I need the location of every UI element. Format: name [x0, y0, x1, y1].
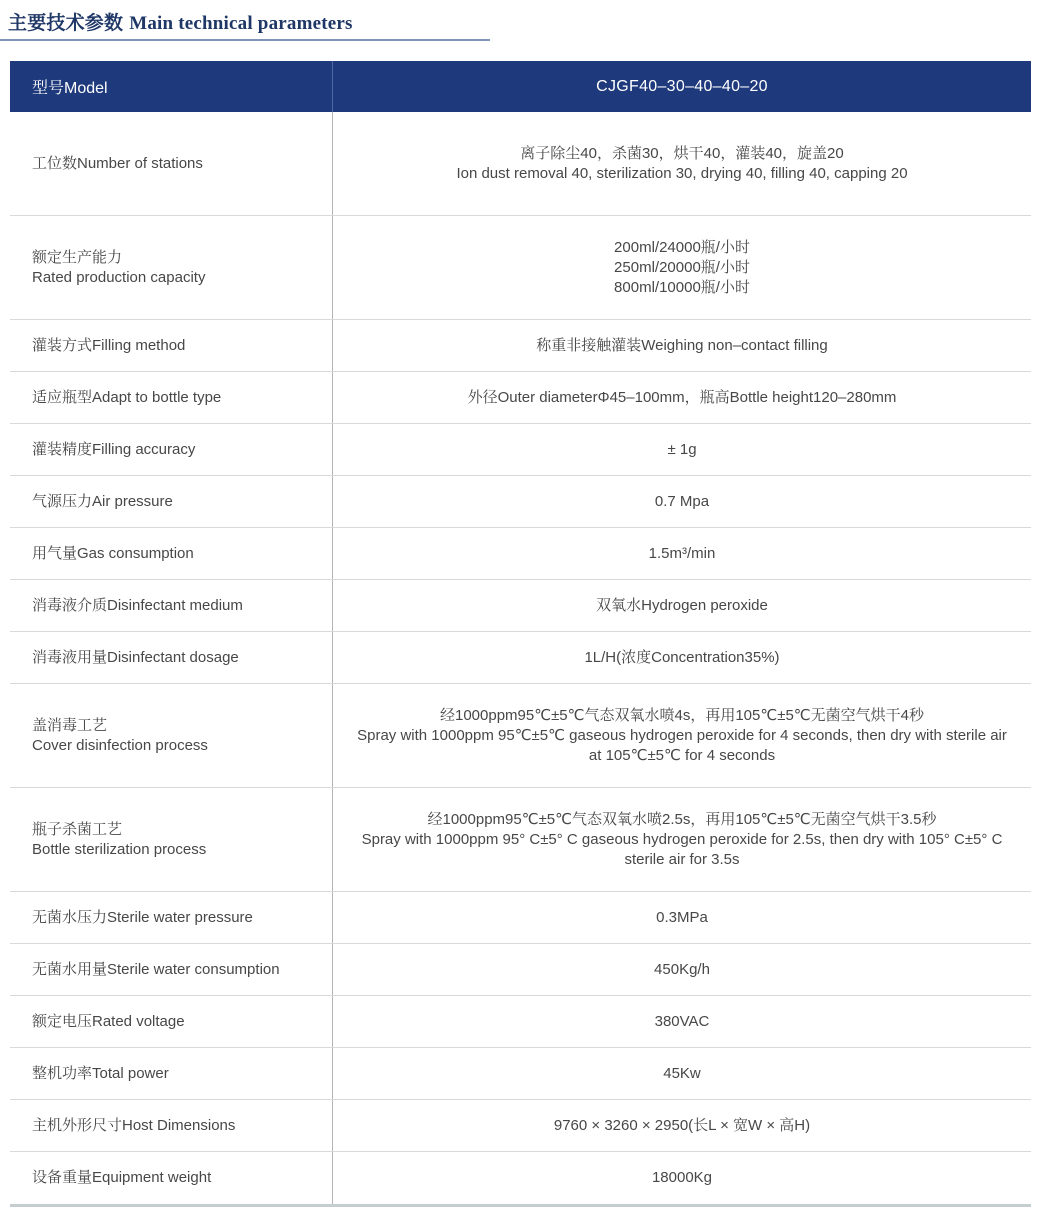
table-row [10, 424, 1031, 476]
page-title [0, 0, 490, 41]
row-value-line: 1L/H(浓度Concentration35%) [584, 648, 780, 666]
row-label [10, 944, 333, 995]
row-value-line: 45Kw [663, 1064, 701, 1082]
table-row [10, 632, 1031, 684]
row-value [333, 892, 1031, 943]
row-label [10, 476, 333, 527]
row-value [333, 632, 1031, 683]
row-label-line: 无菌水压力Sterile water pressure [32, 908, 253, 926]
row-label-line: Bottle sterilization process [32, 840, 207, 858]
row-label-line: 用气量Gas consumption [32, 544, 194, 562]
table-row [10, 996, 1031, 1048]
row-value-line: 经1000ppm95℃±5℃气态双氧水喷4s，再用105℃±5℃无菌空气烘干4秒 [440, 706, 924, 724]
row-label-line: 主机外形尺寸Host Dimensions [32, 1116, 236, 1134]
table-row [10, 476, 1031, 528]
row-value-line: 9760 × 3260 × 2950(长L × 宽W × 高H) [553, 1116, 811, 1134]
row-value-line: 称重非接触灌装Weighing non–contact filling [536, 336, 828, 354]
row-label-line: Cover disinfection process [32, 736, 208, 754]
row-label [10, 320, 333, 371]
row-label-line: 灌装精度Filling accuracy [32, 440, 196, 458]
row-label [10, 1152, 333, 1204]
row-label [10, 996, 333, 1047]
page-title-zh: 主要技术参数 [8, 13, 124, 34]
page-title-en: Main technical parameters [129, 13, 353, 34]
row-value [333, 580, 1031, 631]
row-label-line: 气源压力Air pressure [32, 492, 173, 510]
table-row [10, 216, 1031, 320]
row-value-line: Spray with 1000ppm 95° C±5° C gaseous hydrogen peroxide for 2.5s, then dry with 105° C±5° C sterile air for 3.5s [361, 830, 1003, 868]
row-label [10, 528, 333, 579]
header-model-label: 型号Model [10, 61, 333, 112]
row-value [333, 1100, 1031, 1151]
row-label [10, 788, 333, 891]
table-row [10, 892, 1031, 944]
row-label-line: 瓶子杀菌工艺 [32, 820, 123, 838]
row-value-line: 离子除尘40，杀菌30，烘干40，灌装40，旋盖20 [520, 144, 844, 162]
table-row [10, 372, 1031, 424]
row-value-line: Spray with 1000ppm 95℃±5℃ gaseous hydrogen peroxide for 4 seconds, then dry with sterile air at 105℃±5℃ for 4 seconds [357, 726, 1007, 764]
row-value [333, 944, 1031, 995]
table-row [10, 1100, 1031, 1152]
row-label-line: 无菌水用量Sterile water consumption [32, 960, 280, 978]
row-label [10, 1100, 333, 1151]
table-row [10, 788, 1031, 892]
table-row [10, 1048, 1031, 1100]
row-label-line: Rated production capacity [32, 268, 206, 286]
row-value-line: 双氧水Hydrogen peroxide [596, 596, 768, 614]
row-value-line: 1.5m³/min [648, 544, 716, 562]
row-value [333, 1152, 1031, 1204]
row-value [333, 476, 1031, 527]
row-label [10, 580, 333, 631]
row-value-line: 外径Outer diameterΦ45–100mm，瓶高Bottle height120–280mm [467, 388, 897, 406]
table-row [10, 528, 1031, 580]
row-value [333, 684, 1031, 787]
row-label-line: 工位数Number of stations [32, 154, 203, 172]
table-row [10, 320, 1031, 372]
table-row [10, 684, 1031, 788]
row-value [333, 996, 1031, 1047]
row-label-line: 额定电压Rated voltage [32, 1012, 185, 1030]
row-value-line: Ion dust removal 40, sterilization 30, drying 40, filling 40, capping 20 [456, 164, 908, 182]
row-label-line: 盖消毒工艺 [32, 716, 108, 734]
row-value [333, 424, 1031, 475]
row-value-line: 200ml/24000瓶/小时 [614, 238, 750, 256]
row-value [333, 112, 1031, 215]
row-value-line: 18000Kg [651, 1169, 713, 1186]
row-value-line: 0.7 Mpa [654, 492, 710, 510]
table-row [10, 1152, 1031, 1204]
row-value-line: 380VAC [654, 1012, 710, 1030]
row-label [10, 372, 333, 423]
row-value [333, 528, 1031, 579]
row-label-line: 设备重量Equipment weight [32, 1169, 212, 1186]
row-value [333, 216, 1031, 319]
row-value [333, 788, 1031, 891]
row-label-line: 适应瓶型Adapt to bottle type [32, 388, 222, 406]
row-label [10, 632, 333, 683]
row-label-line: 消毒液用量Disinfectant dosage [32, 648, 239, 666]
row-value-line: ± 1g [667, 440, 697, 458]
row-value-line: 0.3MPa [656, 908, 708, 926]
table-body [10, 112, 1031, 1204]
row-label-line: 灌装方式Filling method [32, 336, 186, 354]
row-label [10, 1048, 333, 1099]
row-label-line: 额定生产能力 [32, 248, 123, 266]
row-label [10, 424, 333, 475]
row-value-line: 800ml/10000瓶/小时 [614, 278, 750, 296]
row-label [10, 112, 333, 215]
row-value-line: 250ml/20000瓶/小时 [614, 258, 750, 276]
row-value-line: 450Kg/h [654, 960, 710, 978]
row-label [10, 684, 333, 787]
spec-table [10, 61, 1031, 1207]
row-label-line: 整机功率Total power [32, 1064, 169, 1082]
row-value [333, 372, 1031, 423]
table-header-row [10, 61, 1031, 112]
header-model-value: CJGF40–30–40–40–20 [596, 77, 768, 95]
table-row [10, 112, 1031, 216]
row-label [10, 892, 333, 943]
table-row [10, 944, 1031, 996]
row-label-line: 消毒液介质Disinfectant medium [32, 596, 243, 614]
table-row [10, 580, 1031, 632]
row-value [333, 320, 1031, 371]
row-label [10, 216, 333, 319]
row-value-line: 经1000ppm95℃±5℃气态双氧水喷2.5s，再用105℃±5℃无菌空气烘干3.5秒 [427, 810, 937, 828]
row-value [333, 1048, 1031, 1099]
